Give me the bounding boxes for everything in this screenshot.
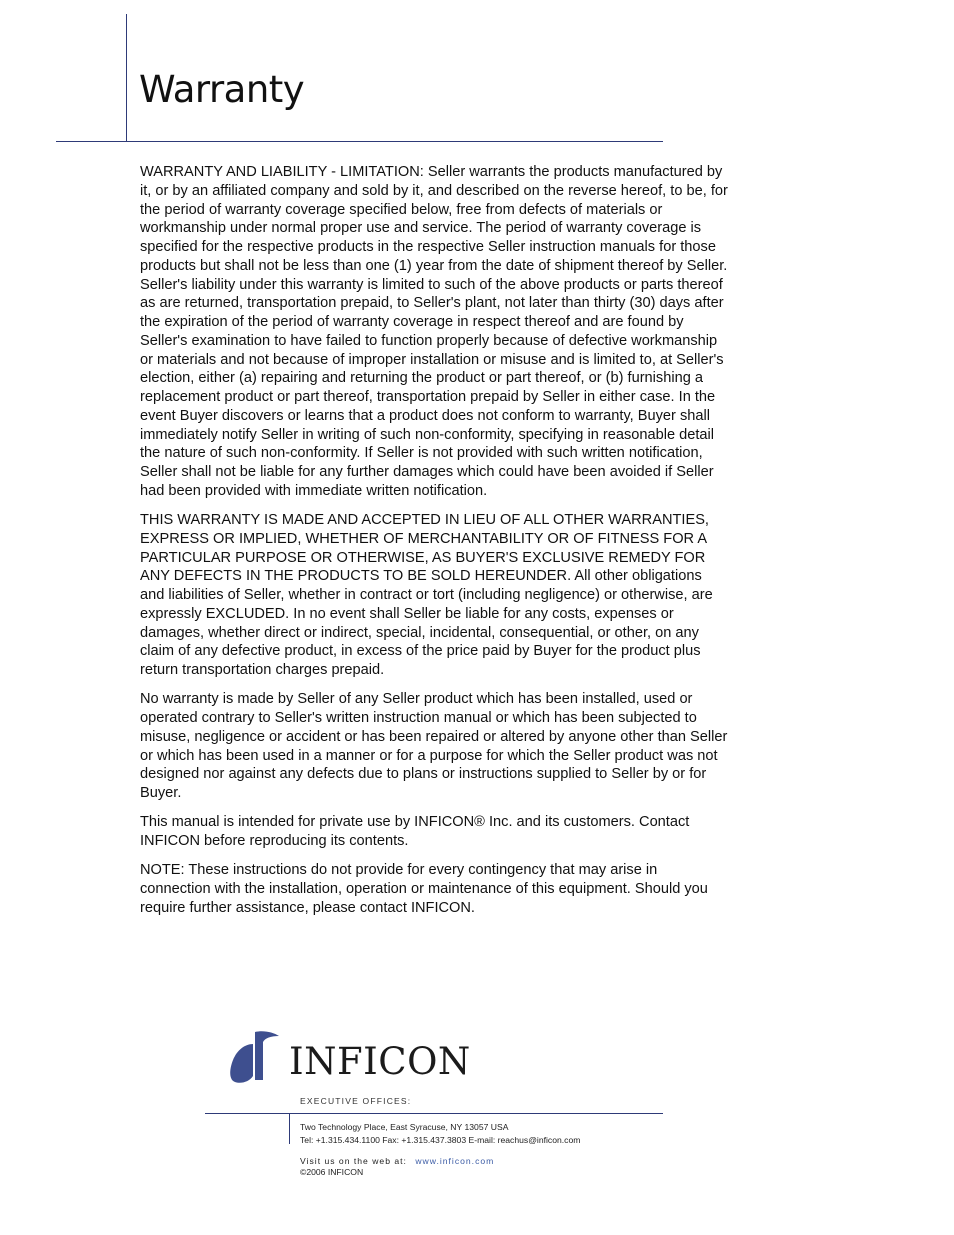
- inficon-swoosh-icon: [229, 1030, 281, 1084]
- logo-wordmark: INFICON: [289, 1039, 471, 1083]
- address-line: Two Technology Place, East Syracuse, NY 13057 USA: [300, 1122, 509, 1132]
- contact-line: Tel: +1.315.434.1100 Fax: +1.315.437.3803 E-mail: reachus@inficon.com: [300, 1134, 581, 1145]
- paragraph-note: NOTE: These instructions do not provide for every contingency that may arise in connection with the installation, operation or maintenance of this equipment. Should you require further assistance, please contact INFICON.: [140, 862, 708, 916]
- footer-web: [300, 1156, 494, 1178]
- paragraph-no-warranty: No warranty is made by Seller of any Seller product which has been installed, used or operated contrary to Seller's written instruction manual or which has been subjected to misuse, negligence or accident or has been repaired or altered by anyone other than Seller or which has been used in a manner or for a purpose for which the Seller product was not designed nor against any defects due to plans or instructions supplied to Seller by or for Buyer.: [140, 691, 728, 801]
- footer-horizontal-rule: [205, 1113, 663, 1114]
- paragraph-warranty-disclaimer: THIS WARRANTY IS MADE AND ACCEPTED IN LIEU OF ALL OTHER WARRANTIES, EXPRESS OR IMPLIED, WHETHER OF MERCHANTABILITY OR OF FITNESS FOR A PARTICULAR PURPOSE OR OTHERWISE, AS BUYER'S EXCLUSIVE REMEDY FOR ANY DEFECTS IN THE PRODUCTS TO BE SOLD HEREUNDER. All other obligations and liabilities of Seller, whether in contract or tort (including negligence) or otherwise, are expressly EXCLUDED. In no event shall Seller be liable for any costs, expenses or damages, whether direct or indirect, special, incidental, consequential, or other, on any claim of any defective product, in excess of the price paid by Buyer for the product plus return transportation charges prepaid.: [140, 512, 713, 678]
- website-link[interactable]: www.inficon.com: [415, 1156, 495, 1166]
- copyright: ©2006 INFICON: [300, 1167, 364, 1177]
- inficon-logo: [229, 1030, 471, 1084]
- header-vertical-rule: [126, 14, 127, 141]
- footer-address: [300, 1121, 580, 1146]
- footer-vertical-rule: [289, 1113, 290, 1144]
- paragraph-private-use: This manual is intended for private use by INFICON® Inc. and its customers. Contact INFICON before reproducing its contents.: [140, 814, 690, 849]
- warranty-body: [140, 163, 730, 928]
- page-title: Warranty: [139, 68, 305, 111]
- visit-label: Visit us on the web at:: [300, 1156, 407, 1166]
- paragraph-warranty-limitation: WARRANTY AND LIABILITY - LIMITATION: Seller warrants the products manufactured by it, or by an affiliated company and sold by it, and described on the reverse hereof, to be, for the period of warranty coverage specified below, free from defects of materials or workmanship under normal proper use and service. The period of warranty coverage is specified for the respective products in the respective Seller instruction manuals for those products but shall not be less than one (1) year from the date of shipment thereof by Seller. Seller's liability under this warranty is limited to such of the above products or parts thereof as are returned, transportation prepaid, to Seller's plant, not later than thirty (30) days after the expiration of the period of warranty coverage in respect thereof and are found by Seller's examination to have failed to function properly because of defective workmanship or materials and not because of improper installation or misuse and is limited to, at Seller's election, either (a) repairing and returning the product or part thereof, or (b) furnishing a replacement product or part thereof, transportation prepaid by Seller in either case. In the event Buyer discovers or learns that a product does not conform to warranty, Buyer shall immediately notify Seller in writing of such non-conformity, specifying in reasonable detail the nature of such non-conformity. If Seller is not provided with such written notification, Seller shall not be liable for any further damages which could have been avoided if Seller had been provided with immediate written notification.: [140, 164, 728, 499]
- header-horizontal-rule: [56, 141, 663, 142]
- executive-offices-label: EXECUTIVE OFFICES:: [300, 1096, 412, 1106]
